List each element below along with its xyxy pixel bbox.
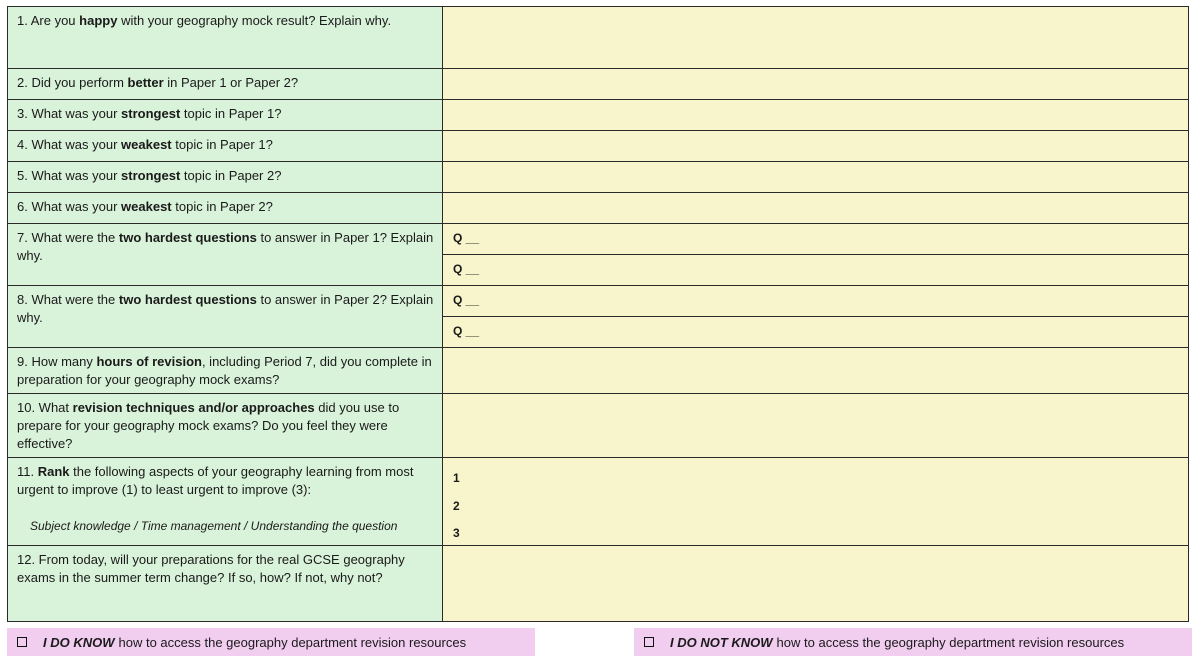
question-cell bbox=[8, 131, 443, 162]
answer-cell-4[interactable] bbox=[443, 131, 1189, 162]
rank-number: 2 bbox=[453, 499, 460, 513]
question-6-text: 6. What was your weakest topic in Paper 2? bbox=[17, 199, 273, 214]
question-8-text: 8. What were the two hardest questions to answer in Paper 2? Explain why. bbox=[17, 292, 434, 325]
answer-cell-12[interactable] bbox=[443, 546, 1189, 622]
answer-cell-11[interactable] bbox=[443, 458, 1189, 546]
answer-cell-3[interactable] bbox=[443, 100, 1189, 131]
answer-cell-8b[interactable] bbox=[443, 317, 1189, 348]
checkbox-icon[interactable] bbox=[17, 637, 27, 647]
reflection-table bbox=[7, 6, 1189, 622]
question-number-blank: Q __ bbox=[453, 293, 480, 307]
rank-number: 1 bbox=[453, 471, 460, 485]
question-4-text: 4. What was your weakest topic in Paper 1? bbox=[17, 137, 273, 152]
question-cell bbox=[8, 193, 443, 224]
question-5-text: 5. What was your strongest topic in Paper 2? bbox=[17, 168, 282, 183]
answer-cell-2[interactable] bbox=[443, 69, 1189, 100]
i-do-know-label: I DO KNOW bbox=[43, 634, 115, 650]
question-cell bbox=[8, 162, 443, 193]
answer-cell-8a[interactable] bbox=[443, 286, 1189, 317]
answer-cell-1[interactable] bbox=[443, 7, 1189, 69]
question-3-text: 3. What was your strongest topic in Paper 1? bbox=[17, 106, 282, 121]
question-cell bbox=[8, 100, 443, 131]
question-cell bbox=[8, 224, 443, 286]
question-2-text: 2. Did you perform better in Paper 1 or Paper 2? bbox=[17, 75, 299, 90]
answer-cell-5[interactable] bbox=[443, 162, 1189, 193]
answer-cell-6[interactable] bbox=[443, 193, 1189, 224]
i-do-not-know-option[interactable] bbox=[634, 628, 1192, 656]
question-cell bbox=[8, 69, 443, 100]
question-cell bbox=[8, 394, 443, 458]
question-cell bbox=[8, 286, 443, 348]
i-do-know-option[interactable] bbox=[7, 628, 535, 656]
answer-cell-10[interactable] bbox=[443, 394, 1189, 458]
i-do-not-know-label: I DO NOT KNOW bbox=[670, 634, 773, 650]
question-cell bbox=[8, 546, 443, 622]
question-cell bbox=[8, 458, 443, 546]
answer-cell-7a[interactable] bbox=[443, 224, 1189, 255]
rank-number: 3 bbox=[453, 526, 460, 540]
question-1-text: 1. Are you happy with your geography mock result? Explain why. bbox=[17, 13, 392, 28]
answer-cell-7b[interactable] bbox=[443, 255, 1189, 286]
rank-list bbox=[443, 458, 1188, 545]
question-11-text: 11. Rank the following aspects of your geography learning from most urgent to improve (1) to least urgent to improve (3): bbox=[17, 464, 414, 497]
question-number-blank: Q __ bbox=[453, 262, 480, 276]
question-12-text: 12. From today, will your preparations for the real GCSE geography exams in the summer term change? If so, how? If not, why not? bbox=[17, 552, 405, 585]
question-10-text: 10. What revision techniques and/or approaches did you use to prepare for your geography mock exams? Do you feel they were effective? bbox=[17, 400, 400, 451]
question-7-text: 7. What were the two hardest questions to answer in Paper 1? Explain why. bbox=[17, 230, 434, 263]
question-9-text: 9. How many hours of revision, including Period 7, did you complete in preparation for your geography mock exams? bbox=[17, 354, 432, 387]
answer-cell-9[interactable] bbox=[443, 348, 1189, 394]
question-number-blank: Q __ bbox=[453, 231, 480, 245]
question-cell bbox=[8, 348, 443, 394]
rank-aspects-list: Subject knowledge / Time management / Understanding the question bbox=[30, 519, 398, 533]
checkbox-icon[interactable] bbox=[644, 637, 654, 647]
question-cell bbox=[8, 7, 443, 69]
i-do-know-rest: how to access the geography department revision resources bbox=[118, 634, 467, 650]
i-do-not-know-rest: how to access the geography department revision resources bbox=[776, 634, 1125, 650]
question-number-blank: Q __ bbox=[453, 324, 480, 338]
